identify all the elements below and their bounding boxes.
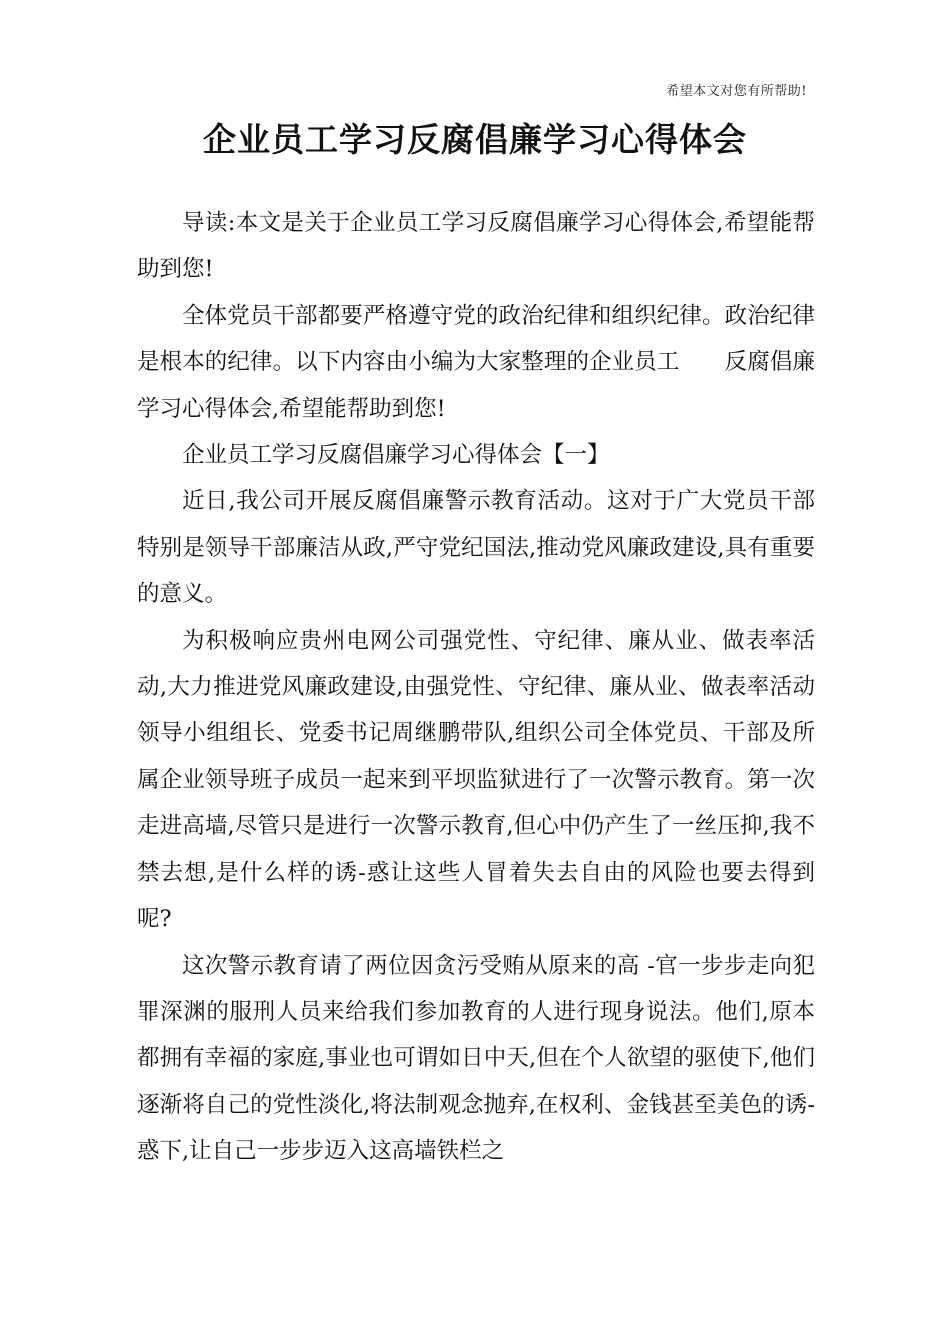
body-paragraph: 全体党员干部都要严格遵守党的政治纪律和组织纪律。政治纪律是根本的纪律。以下内容由小编为大家整理的企业员工 反腐倡廉学习心得体会,希望能帮助到您! [137,302,815,422]
section-heading: 企业员工学习反腐倡廉学习心得体会【一】 [182,442,610,469]
intro-paragraph: 导读:本文是关于企业员工学习反腐倡廉学习心得体会,希望能帮助到您! [137,210,815,283]
header-note: 希望本文对您有所帮助! [666,84,807,99]
body-paragraph: 为积极响应贵州电网公司强党性、守纪律、廉从业、做表率活动,大力推进党风廉政建设,由强党性、守纪律、廉从业、做表率活动领导小组组长、党委书记周继鹏带队,组织公司全体党员、干部及所属企业领导班子成员一起来到平坝监狱进行了一次警示教育。第一次走进高墙,尽管只是进行一次警示教育,但心中仍产生了一丝压抑,我不禁去想,是什么样的诱-惑让这些人冒着失去自由的风险也要去得到呢? [137,627,815,933]
document-body [137,200,815,1175]
body-paragraph: 近日,我公司开展反腐倡廉警示教育活动。这对于广大党员干部特别是领导干部廉洁从政,严守党纪国法,推动党风廉政建设,具有重要的意义。 [137,488,815,608]
document-title: 企业员工学习反腐倡廉学习心得体会 [203,120,747,159]
body-paragraph: 这次警示教育请了两位因贪污受贿从原来的高 -官一步步走向犯罪深渊的服刑人员来给我们参加教育的人进行现身说法。他们,原本都拥有幸福的家庭,事业也可谓如日中天,但在个人欲望的驱使下,他们逐渐将自己的党性淡化,将法制观念抛弃,在权利、金钱甚至美色的诱-惑下,让自己一步步迈入这高墙铁栏之 [137,952,815,1165]
